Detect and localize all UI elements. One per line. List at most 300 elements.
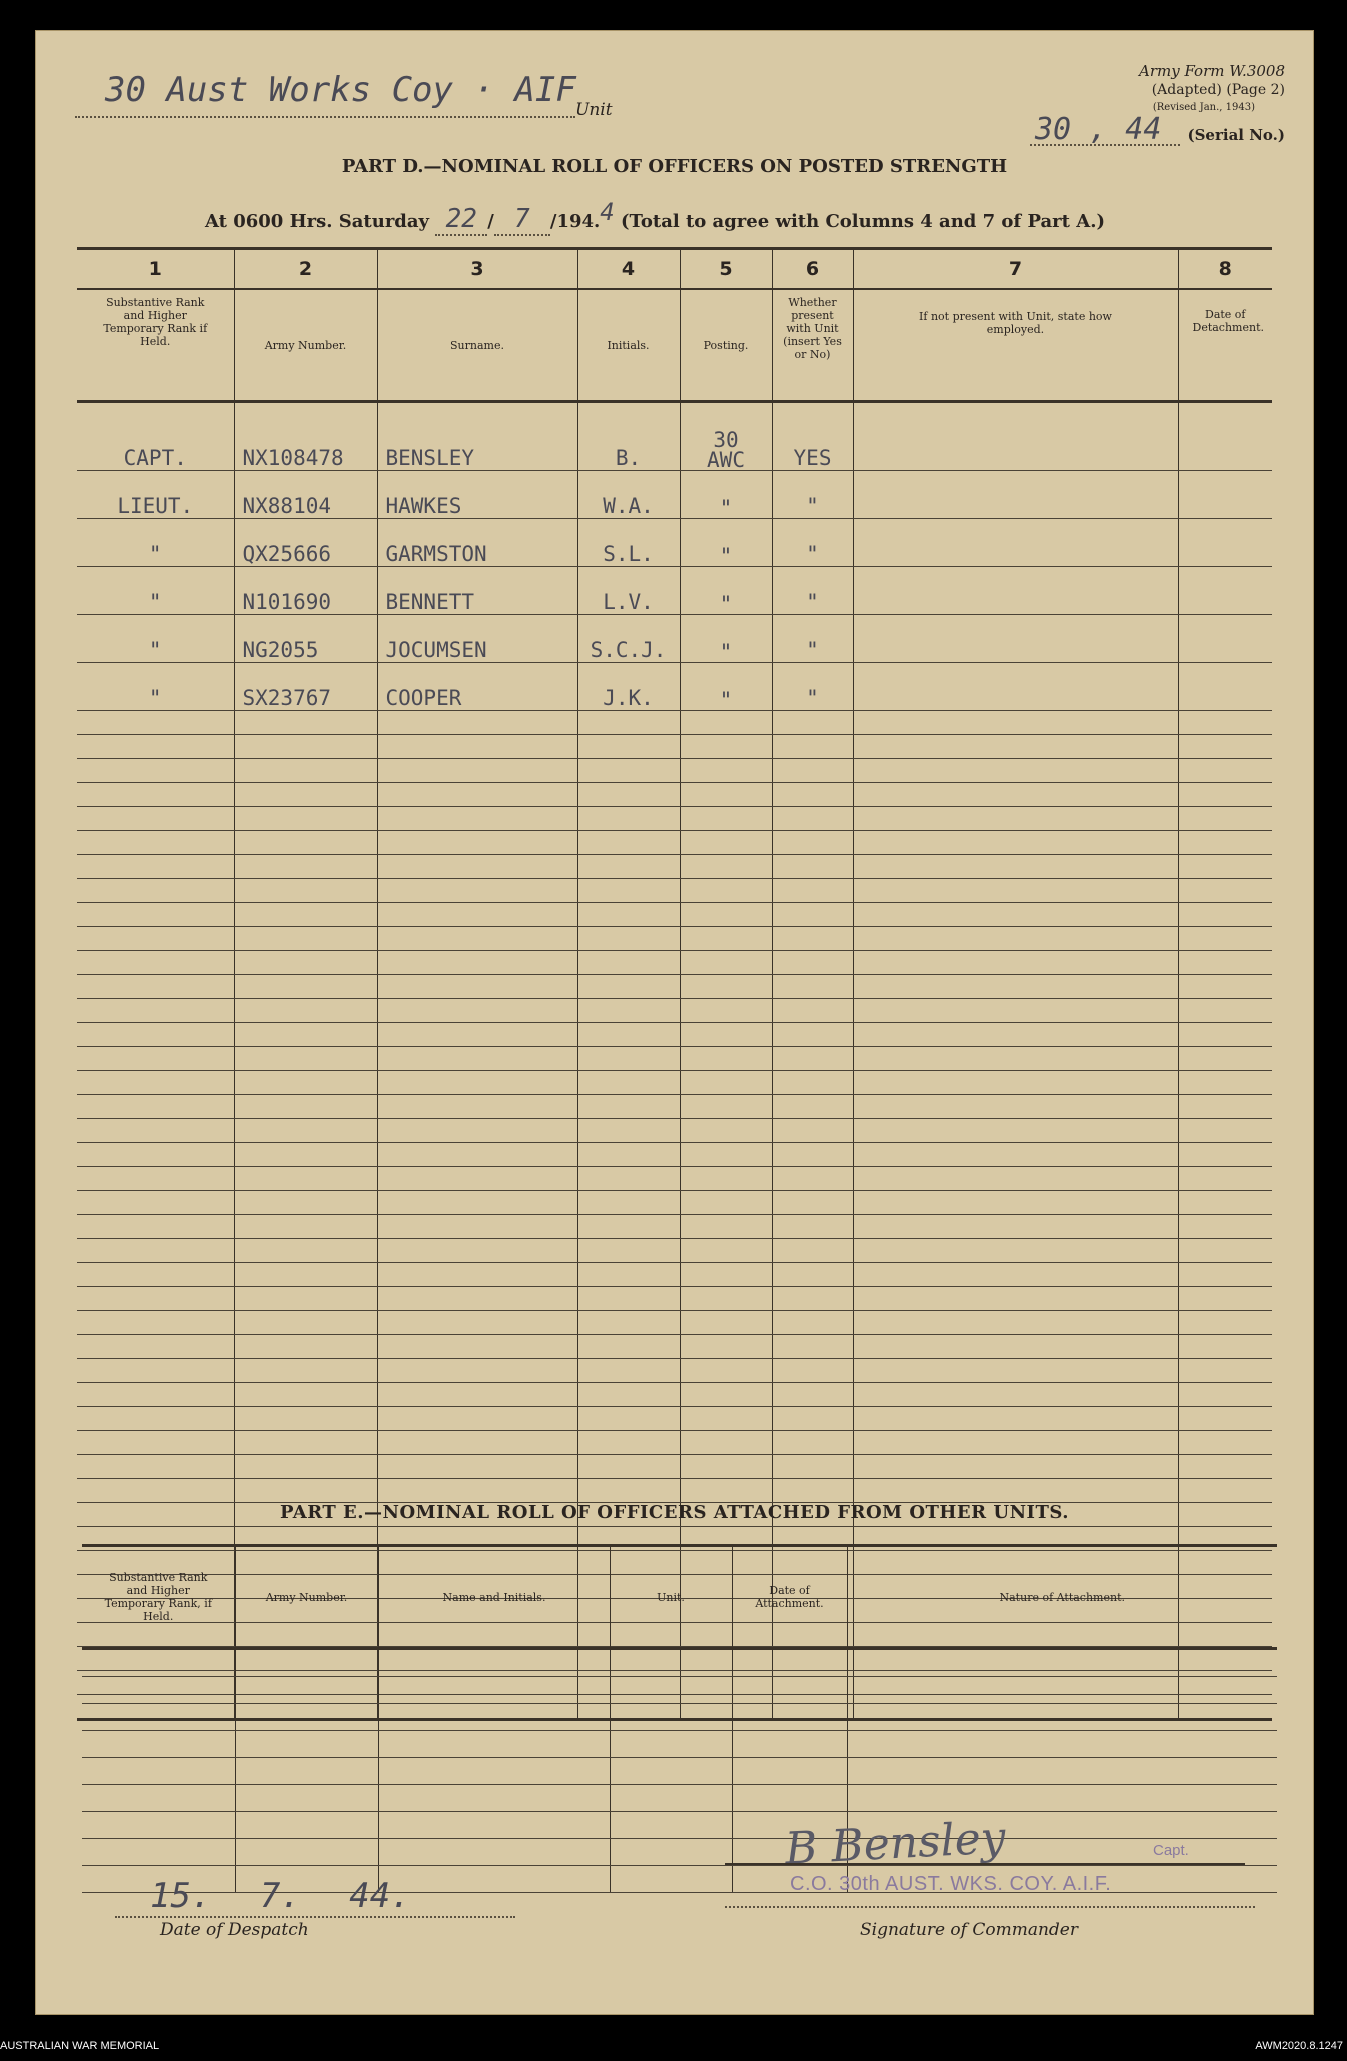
cell-empty [82, 1677, 235, 1704]
cell-empty [378, 1677, 610, 1704]
cell-empty [377, 1359, 577, 1383]
cell-empty [378, 1731, 610, 1758]
blank-row [77, 1263, 1272, 1287]
cell-empty [772, 735, 853, 759]
cell-empty [680, 1455, 772, 1479]
cell-empty [234, 1071, 377, 1095]
cell-empty [577, 1383, 680, 1407]
cell-empty [1178, 1335, 1272, 1359]
blank-row [77, 1023, 1272, 1047]
cell-posting: " [680, 519, 772, 567]
cell-empty [577, 759, 680, 783]
cell-empty [772, 1479, 853, 1503]
cell-empty [772, 1335, 853, 1359]
cell-empty [680, 1119, 772, 1143]
date-sep: / [487, 211, 494, 232]
cell-surname: JOCUMSEN [377, 615, 577, 663]
cell-rank: " [77, 615, 234, 663]
cell-empty [234, 1359, 377, 1383]
blank-row [77, 711, 1272, 735]
col-number: 7 [853, 249, 1178, 290]
cell-empty [680, 1335, 772, 1359]
blank-row [77, 1143, 1272, 1167]
cell-empty [377, 1119, 577, 1143]
serial-dotline [1030, 144, 1180, 146]
cell-empty [853, 831, 1178, 855]
cell-empty [82, 1704, 235, 1731]
cell-empty [377, 1167, 577, 1191]
cell-empty [680, 879, 772, 903]
cell-empty [853, 1071, 1178, 1095]
cell-empty [234, 759, 377, 783]
e-col-header-nature: Nature of Attachment. [847, 1546, 1277, 1649]
cell-surname: BENSLEY [377, 402, 577, 471]
cell-empty [1178, 855, 1272, 879]
cell-empty [577, 807, 680, 831]
cell-empty [577, 1479, 680, 1503]
e-col-header-attachment-date: Date of Attachment. [732, 1546, 847, 1649]
date-prefix: At 0600 Hrs. Saturday [205, 211, 430, 232]
cell-empty [378, 1839, 610, 1866]
blank-row [82, 1704, 1277, 1731]
unit-handwritten: 30 Aust Works Coy · AIF [105, 70, 576, 110]
cell-empty [1178, 663, 1272, 711]
cell-empty [77, 1071, 234, 1095]
despatch-label: Date of Despatch [160, 1920, 309, 1940]
cell-empty [577, 1095, 680, 1119]
cell-empty [680, 903, 772, 927]
cell-empty [377, 1143, 577, 1167]
cell-empty [732, 1649, 847, 1677]
cell-empty [680, 1383, 772, 1407]
cell-empty [772, 975, 853, 999]
col-number: 2 [234, 249, 377, 290]
column-header-row [77, 289, 1272, 402]
stamp-unit: C.O. 30th AUST. WKS. COY. A.I.F. [790, 1873, 1112, 1895]
cell-empty [772, 1167, 853, 1191]
cell-empty [680, 1287, 772, 1311]
cell-empty [235, 1839, 378, 1866]
part-d-title: PART D.—NOMINAL ROLL OF OFFICERS ON POSTED STRENGTH [341, 156, 1008, 177]
cell-empty [377, 1479, 577, 1503]
cell-empty [377, 951, 577, 975]
cell-empty [680, 711, 772, 735]
cell-empty [732, 1731, 847, 1758]
cell-empty [377, 1431, 577, 1455]
cell-empty [680, 1047, 772, 1071]
col-number: 1 [77, 249, 234, 290]
cell-empty [1178, 1407, 1272, 1431]
cell-empty [234, 831, 377, 855]
cell-empty [1178, 1191, 1272, 1215]
cell-rank: " [77, 519, 234, 567]
cell-empty [853, 1335, 1178, 1359]
col-header-present: Whether present with Unit (insert Yes or No) [772, 289, 853, 402]
cell-empty [1178, 759, 1272, 783]
cell-empty [234, 927, 377, 951]
cell-empty [680, 1263, 772, 1287]
cell-empty [1178, 1119, 1272, 1143]
cell-empty [577, 1047, 680, 1071]
cell-empty [847, 1785, 1277, 1812]
cell-empty [1178, 615, 1272, 663]
cell-empty [77, 1047, 234, 1071]
cell-initials: B. [577, 402, 680, 471]
cell-empty [610, 1731, 732, 1758]
cell-empty [680, 1191, 772, 1215]
cell-empty [234, 1023, 377, 1047]
cell-empty [1178, 711, 1272, 735]
cell-empty [853, 663, 1178, 711]
cell-empty [772, 1359, 853, 1383]
cell-empty [772, 783, 853, 807]
cell-initials: W.A. [577, 471, 680, 519]
table-row [77, 519, 1272, 567]
cell-empty [853, 1239, 1178, 1263]
date-month: 7 [494, 204, 550, 236]
cell-empty [1178, 402, 1272, 471]
cell-empty [680, 1095, 772, 1119]
cell-empty [377, 711, 577, 735]
cell-empty [235, 1649, 378, 1677]
cell-empty [234, 1335, 377, 1359]
cell-empty [577, 927, 680, 951]
cell-empty [610, 1677, 732, 1704]
cell-empty [680, 783, 772, 807]
blank-row [77, 1215, 1272, 1239]
cell-empty [234, 1239, 377, 1263]
cell-posting: " [680, 567, 772, 615]
cell-empty [853, 1047, 1178, 1071]
blank-row [77, 1119, 1272, 1143]
cell-empty [1178, 879, 1272, 903]
cell-empty [82, 1785, 235, 1812]
cell-empty [77, 1479, 234, 1503]
blank-row [77, 999, 1272, 1023]
cell-empty [77, 855, 234, 879]
cell-empty [772, 903, 853, 927]
cell-empty [77, 1191, 234, 1215]
cell-empty [847, 1731, 1277, 1758]
cell-empty [853, 759, 1178, 783]
cell-empty [680, 1071, 772, 1095]
cell-empty [234, 879, 377, 903]
part-e-title: PART E.—NOMINAL ROLL OF OFFICERS ATTACHED FROM OTHER UNITS. [280, 1502, 1069, 1523]
cell-empty [680, 975, 772, 999]
cell-empty [77, 999, 234, 1023]
blank-row [77, 759, 1272, 783]
cell-empty [377, 1455, 577, 1479]
cell-empty [1178, 831, 1272, 855]
blank-row [77, 1167, 1272, 1191]
cell-empty [377, 1311, 577, 1335]
signature: B Bensley [783, 1812, 1007, 1875]
cell-empty [772, 951, 853, 975]
table-row [77, 615, 1272, 663]
cell-empty [847, 1704, 1277, 1731]
cell-empty [577, 1311, 680, 1335]
cell-empty [1178, 783, 1272, 807]
cell-empty [772, 999, 853, 1023]
blank-row [77, 735, 1272, 759]
cell-empty [577, 951, 680, 975]
cell-empty [853, 903, 1178, 927]
cell-empty [610, 1839, 732, 1866]
cell-empty [77, 879, 234, 903]
cell-empty [853, 1455, 1178, 1479]
date-suffix: (Total to agree with Columns 4 and 7 of Part A.) [621, 211, 1105, 232]
cell-posting: " [680, 615, 772, 663]
part-d-table [77, 247, 1272, 1721]
cell-empty [853, 783, 1178, 807]
cell-empty [853, 1143, 1178, 1167]
cell-empty [610, 1785, 732, 1812]
cell-empty [77, 1023, 234, 1047]
cell-posting-value: AWC [707, 448, 745, 471]
cell-empty [377, 1407, 577, 1431]
form-name: Army Form W.3008 [1139, 62, 1285, 80]
cell-empty [1178, 1455, 1272, 1479]
cell-empty [77, 1335, 234, 1359]
date-year-prefix: /194. [549, 211, 601, 232]
cell-empty [680, 735, 772, 759]
cell-empty [77, 1359, 234, 1383]
cell-empty [577, 1239, 680, 1263]
cell-empty [235, 1785, 378, 1812]
cell-empty [234, 711, 377, 735]
cell-empty [853, 927, 1178, 951]
cell-empty [234, 1191, 377, 1215]
cell-initials: S.L. [577, 519, 680, 567]
table-row [77, 663, 1272, 711]
cell-empty [77, 1311, 234, 1335]
cell-empty [377, 1287, 577, 1311]
cell-empty [853, 1215, 1178, 1239]
cell-empty [234, 1119, 377, 1143]
cell-empty [235, 1812, 378, 1839]
cell-empty [1178, 999, 1272, 1023]
cell-empty [610, 1649, 732, 1677]
cell-empty [377, 903, 577, 927]
e-col-header-name: Name and Initials. [378, 1546, 610, 1649]
stamp-rank: Capt. [1153, 1842, 1189, 1859]
cell-empty [77, 951, 234, 975]
cell-empty [1178, 807, 1272, 831]
cell-empty [853, 567, 1178, 615]
form-revised: (Revised Jan., 1943) [1152, 102, 1255, 113]
cell-empty [1178, 927, 1272, 951]
cell-number: N101690 [234, 567, 377, 615]
col-header-employed: If not present with Unit, state how employed. [853, 289, 1178, 402]
col-number: 8 [1178, 249, 1272, 290]
blank-row [82, 1785, 1277, 1812]
cell-empty [680, 1239, 772, 1263]
cell-empty [377, 1239, 577, 1263]
cell-empty [77, 735, 234, 759]
cell-empty [377, 855, 577, 879]
cell-empty [577, 975, 680, 999]
cell-empty [77, 1407, 234, 1431]
cell-empty [577, 1215, 680, 1239]
cell-present: " [772, 519, 853, 567]
cell-empty [377, 975, 577, 999]
cell-empty [577, 879, 680, 903]
cell-empty [77, 975, 234, 999]
cell-empty [577, 1407, 680, 1431]
cell-empty [234, 951, 377, 975]
col-number: 6 [772, 249, 853, 290]
cell-empty [772, 1263, 853, 1287]
cell-empty [577, 1167, 680, 1191]
cell-empty [234, 1479, 377, 1503]
blank-row [82, 1677, 1277, 1704]
blank-row [77, 807, 1272, 831]
cell-empty [772, 1119, 853, 1143]
cell-empty [235, 1758, 378, 1785]
cell-empty [1178, 471, 1272, 519]
cell-empty [853, 1191, 1178, 1215]
cell-empty [377, 1335, 577, 1359]
cell-empty [853, 1311, 1178, 1335]
cell-empty [680, 1479, 772, 1503]
cell-rank: " [77, 567, 234, 615]
cell-empty [1178, 567, 1272, 615]
cell-empty [680, 1407, 772, 1431]
cell-empty [77, 1119, 234, 1143]
blank-row [77, 1359, 1272, 1383]
cell-empty [77, 1095, 234, 1119]
unit-label: Unit [575, 100, 613, 120]
cell-empty [853, 999, 1178, 1023]
blank-row [77, 1455, 1272, 1479]
cell-empty [234, 1095, 377, 1119]
col-header-surname: Surname. [377, 289, 577, 402]
col-header-detachment: Date of Detachment. [1178, 289, 1272, 402]
blank-row [77, 1047, 1272, 1071]
cell-empty [680, 1143, 772, 1167]
cell-empty [235, 1731, 378, 1758]
cell-empty [234, 1143, 377, 1167]
cell-empty [772, 807, 853, 831]
cell-empty [772, 759, 853, 783]
cell-empty [234, 1455, 377, 1479]
cell-empty [577, 711, 680, 735]
cell-empty [680, 759, 772, 783]
cell-empty [234, 975, 377, 999]
cell-empty [772, 1239, 853, 1263]
cell-empty [577, 1431, 680, 1455]
cell-empty [680, 1359, 772, 1383]
e-col-header-rank: Substantive Rank and Higher Temporary Rank, if Held. [82, 1546, 235, 1649]
cell-empty [234, 735, 377, 759]
cell-present: " [772, 663, 853, 711]
cell-empty [680, 1311, 772, 1335]
cell-empty [1178, 1215, 1272, 1239]
cell-empty [680, 927, 772, 951]
cell-empty [577, 1071, 680, 1095]
cell-empty [77, 1215, 234, 1239]
cell-empty [234, 1431, 377, 1455]
blank-row [77, 1191, 1272, 1215]
blank-row [77, 1287, 1272, 1311]
blank-row [82, 1731, 1277, 1758]
e-col-header-army-number: Army Number. [235, 1546, 378, 1649]
cell-empty [680, 1215, 772, 1239]
cell-number: NX108478 [234, 402, 377, 471]
credit-right: AWM2020.8.1247 [1255, 2040, 1343, 2052]
cell-empty [853, 735, 1178, 759]
blank-row [77, 783, 1272, 807]
cell-rank: CAPT. [77, 402, 234, 471]
cell-empty [610, 1812, 732, 1839]
cell-empty [577, 1455, 680, 1479]
blank-row [77, 1479, 1272, 1503]
col-number: 3 [377, 249, 577, 290]
cell-empty [1178, 903, 1272, 927]
cell-surname: BENNETT [377, 567, 577, 615]
cell-present: " [772, 567, 853, 615]
cell-empty [853, 519, 1178, 567]
cell-empty [234, 1263, 377, 1287]
cell-empty [732, 1677, 847, 1704]
cell-rank: LIEUT. [77, 471, 234, 519]
cell-empty [77, 1239, 234, 1263]
cell-empty [772, 1071, 853, 1095]
cell-empty [853, 1263, 1178, 1287]
cell-empty [772, 1287, 853, 1311]
cell-empty [680, 1023, 772, 1047]
cell-empty [577, 1119, 680, 1143]
cell-empty [772, 1431, 853, 1455]
cell-present: " [772, 615, 853, 663]
cell-empty [1178, 1239, 1272, 1263]
cell-empty [234, 807, 377, 831]
cell-empty [772, 1383, 853, 1407]
cell-empty [234, 903, 377, 927]
cell-empty [234, 1383, 377, 1407]
cell-posting: " [680, 663, 772, 711]
serial-label: (Serial No.) [1187, 126, 1285, 144]
cell-empty [377, 807, 577, 831]
cell-empty [77, 927, 234, 951]
cell-empty [77, 1143, 234, 1167]
cell-empty [853, 807, 1178, 831]
table-row [77, 567, 1272, 615]
cell-empty [377, 1071, 577, 1095]
cell-empty [77, 1167, 234, 1191]
cell-empty [732, 1758, 847, 1785]
cell-empty [577, 783, 680, 807]
cell-empty [234, 1407, 377, 1431]
cell-empty [234, 855, 377, 879]
cell-rank: " [77, 663, 234, 711]
col-header-army-number: Army Number. [234, 289, 377, 402]
blank-row [77, 831, 1272, 855]
cell-empty [610, 1758, 732, 1785]
cell-empty [377, 1383, 577, 1407]
part-e-header-row [82, 1546, 1277, 1649]
cell-empty [680, 951, 772, 975]
table-row [77, 402, 1272, 471]
blank-row [77, 1431, 1272, 1455]
cell-empty [772, 1143, 853, 1167]
cell-empty [772, 1455, 853, 1479]
cell-empty [610, 1866, 732, 1893]
cell-empty [853, 1383, 1178, 1407]
cell-empty [577, 1263, 680, 1287]
cell-surname: GARMSTON [377, 519, 577, 567]
cell-empty [610, 1704, 732, 1731]
